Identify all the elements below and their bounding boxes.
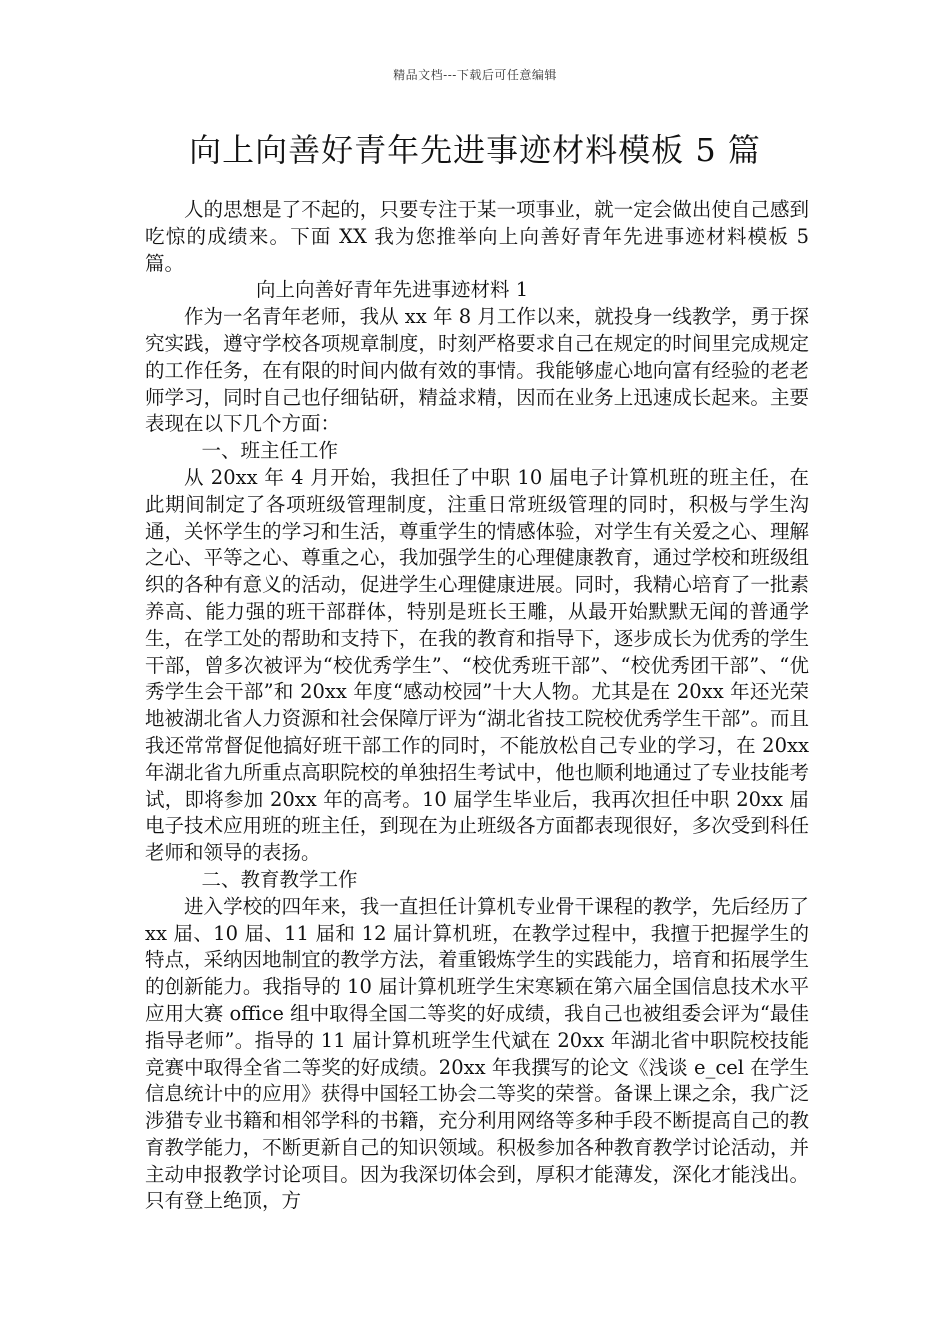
section-subtitle: 向上向善好青年先进事迹材料 1 <box>256 278 529 302</box>
section-heading-2: 二、教育教学工作 <box>201 867 358 891</box>
document-title: 向上向善好青年先进事迹材料模板 5 篇 <box>189 131 761 169</box>
body-paragraph-3: 进入学校的四年来，我一直担任计算机专业骨干课程的教学，先后经历了 xx 届、10 届、11 届和 12 届计算机班，在教学过程中，我擅于把握学生的特点，采纳因地制宜的教学方法，着重锻炼学生的实践能力，培育和拓展学生的创新能力。我指导的 10 届计算机班学生宋寒颖在第六届全国信息技术水平应用大赛 office 组中取得全国二等奖的好成绩，我自己也被组委会评为“最佳指导老师”。指导的 11 届计算机班学生代斌在 20xx 年湖北省中职院校技能竞赛中取得全省二等奖的好成绩。20xx 年我撰写的论文《浅谈 e_cel 在学生信息统计中的应用》获得中国轻工协会二等奖的荣誉。备课上课之余，我广泛涉猎专业书籍和相邻学科的书籍，充分利用网络等多种手段不断提高自己的教育教学能力，不断更新自己的知识领域。积极参加各种教育教学讨论活动，并主动申报教学讨论项目。因为我深切体会到，厚积才能薄发，深化才能浅出。只有登上绝顶，方 <box>145 894 809 1213</box>
section-heading-1: 一、班主任工作 <box>201 439 339 463</box>
document-body <box>145 197 809 1215</box>
body-paragraph-1: 作为一名青年老师，我从 xx 年 8 月工作以来，就投身一线教学，勇于探究实践，遵守学校各项规章制度，时刻严格要求自己在规定的时间里完成规定的工作任务，在有限的时间内做有效的事情。我能够虚心地向富有经验的老老师学习，同时自己也仔细钻研，精益求精，因而在业务上迅速成长起来。主要表现在以下几个方面： <box>145 305 809 436</box>
body-paragraph-2: 从 20xx 年 4 月开始，我担任了中职 10 届电子计算机班的班主任，在此期间制定了各项班级管理制度，注重日常班级管理的同时，积极与学生沟通，关怀学生的学习和生活，尊重学生的情感体验，对学生有关爱之心、理解之心、平等之心、尊重之心，我加强学生的心理健康教育，通过学校和班级组织的各种有意义的活动，促进学生心理健康进展。同时，我精心培育了一批素养高、能力强的班干部群体，特别是班长王雕，从最开始默默无闻的普通学生，在学工处的帮助和支持下，在我的教育和指导下，逐步成长为优秀的学生干部，曾多次被评为“校优秀学生”、“校优秀班干部”、“校优秀团干部”、“优秀学生会干部”和 20xx 年度“感动校园”十大人物。尤其是在 20xx 年还光荣地被湖北省人力资源和社会保障厅评为“湖北省技工院校优秀学生干部”。而且我还常常督促他搞好班干部工作的同时，不能放松自己专业的学习，在 20xx 年湖北省九所重点高职院校的单独招生考试中，他也顺利地通过了专业技能考试，即将参加 20xx 年的高考。10 届学生毕业后，我再次担任中职 20xx 届电子技术应用班的班主任，到现在为止班级各方面都表现很好，多次受到科任老师和领导的表扬。 <box>145 465 809 865</box>
header-note: 精品文档---下载后可任意编辑 <box>393 68 557 82</box>
intro-paragraph: 人的思想是了不起的，只要专注于某一项事业，就一定会做出使自己感到吃惊的成绩来。下面 XX 我为您推举向上向善好青年先进事迹材料模板 5 篇。 <box>145 198 809 275</box>
